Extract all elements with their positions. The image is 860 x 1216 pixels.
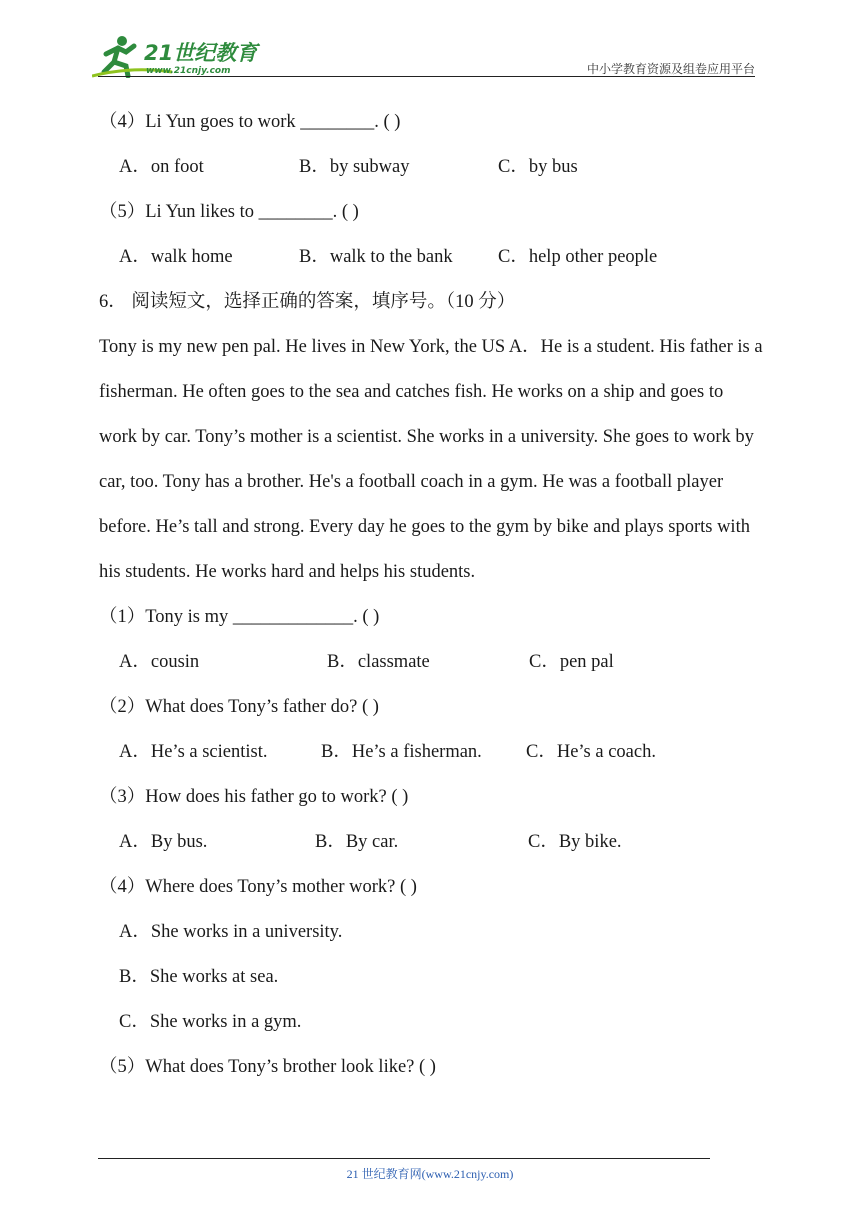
option-c: C．By bike. xyxy=(528,832,622,852)
option-b: B．walk to the bank xyxy=(299,247,453,267)
question-stem: （4）Where does Tony’s mother work? ( ) xyxy=(99,877,417,897)
option-b: B．By car. xyxy=(315,832,399,852)
option-c: C．She works in a gym. xyxy=(119,1012,302,1032)
option-c: C．by bus xyxy=(498,157,578,177)
question-stem: （5）What does Tony’s brother look like? ( ) xyxy=(99,1057,436,1077)
question-stem: （3）How does his father go to work? ( ) xyxy=(99,787,409,807)
option-c: C．help other people xyxy=(498,247,658,267)
option-a: A．cousin xyxy=(119,652,200,672)
options-row xyxy=(99,640,764,685)
option-a: A．He’s a scientist. xyxy=(119,742,268,762)
option-a: A．By bus. xyxy=(119,832,208,852)
header-divider xyxy=(98,76,755,77)
option-b: B．by subway xyxy=(299,157,410,177)
option-a: A．walk home xyxy=(119,247,233,267)
options-row xyxy=(99,145,764,190)
option-c: C．He’s a coach. xyxy=(526,742,656,762)
question-stem: （1）Tony is my _____________. ( ) xyxy=(99,607,380,627)
question-stem: （4）Li Yun goes to work ________. ( ) xyxy=(99,112,401,132)
page-header xyxy=(0,0,860,80)
option-c: C．pen pal xyxy=(529,652,614,672)
header-platform-text: 中小学教育资源及组卷应用平台 xyxy=(586,62,755,76)
options-row xyxy=(99,730,764,775)
options-row xyxy=(99,235,764,280)
footer-text: 21 世纪教育网(www.21cnjy.com) xyxy=(346,1167,514,1181)
reading-passage: Tony is my new pen pal. He lives in New York, the US A．He is a student. His father is a fisherman. He often goes to the sea and catches fish. He works on a ship and goes to work by car. Tony’s mother is a scientist. She works in a university. She goes to work by car, too. Tony has a brother. He's a football coach in a gym. He was a football player before. He’s tall and strong. Every day he goes to the gym by bike and plays sports with his students. He works hard and helps his students. xyxy=(99,337,763,582)
option-b: B．classmate xyxy=(327,652,430,672)
logo-url: www.21cnjy.com xyxy=(146,66,231,76)
question-stem: （2）What does Tony’s father do? ( ) xyxy=(99,697,379,717)
options-row xyxy=(99,820,764,865)
logo-text: 21世纪教育 xyxy=(144,41,258,65)
document-body xyxy=(99,100,764,1090)
option-a: A．on foot xyxy=(119,157,204,177)
section-title: 6． 阅读短文，选择正确的答案，填序号。（10 分） xyxy=(99,292,516,312)
question-stem: （5）Li Yun likes to ________. ( ) xyxy=(99,202,359,222)
option-b: B．He’s a fisherman. xyxy=(321,742,482,762)
option-a: A．She works in a university. xyxy=(119,922,343,942)
footer-divider xyxy=(98,1158,710,1159)
site-logo xyxy=(92,32,262,78)
option-b: B．She works at sea. xyxy=(119,967,279,987)
